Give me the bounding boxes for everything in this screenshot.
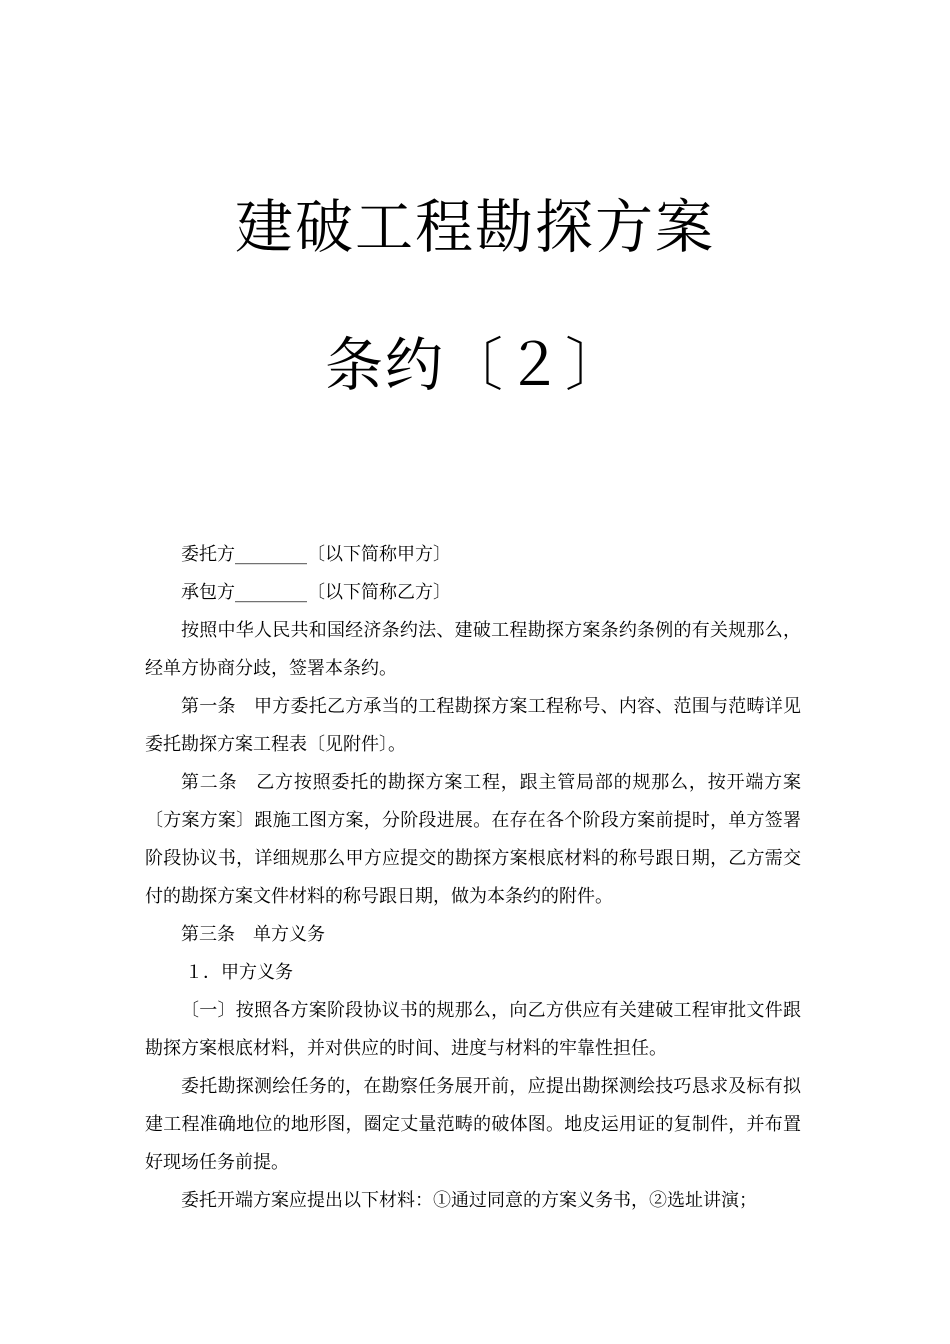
article-1-paragraph: 第一条 甲方委托乙方承当的工程勘探方案工程称号、内容、范围与范畴详见委托勘探方案工程表〔见附件〕。 [145, 696, 801, 755]
party-a-line: 委托方________〔以下简称甲方〕 [181, 544, 451, 565]
document-title-line-2: 条约〔２〕 [324, 331, 625, 399]
design-paragraph: 委托开端方案应提出以下材料：①通过同意的方案义务书，②选址讲演； [181, 1190, 757, 1211]
article-2-paragraph: 第二条 乙方按照委托的勘探方案工程，跟主管局部的规那么，按开端方案〔方案方案〕跟施工图方案，分阶段进展。在存在各个阶段方案前提时，单方签署阶段协议书，详细规那么甲方应提交的勘探方案根底材料的称号跟日期，乙方需交付的勘探方案文件材料的称号跟日期，做为本条约的附件。 [145, 772, 801, 907]
document-body [145, 536, 801, 1220]
article-3-heading: 第三条 单方义务 [181, 924, 325, 945]
survey-paragraph: 委托勘探测绘任务的，在勘察任务展开前，应提出勘探测绘技巧恳求及标有拟建工程准确地位的地形图，圈定丈量范畴的破体图。地皮运用证的复制件，并布置好现场任务前提。 [145, 1076, 801, 1173]
document-title-line-1: 建破工程勘探方案 [234, 193, 715, 261]
clause-1-paragraph: 〔一〕按照各方案阶段协议书的规那么，向乙方供应有关建破工程审批文件跟勘探方案根底材料，并对供应的时间、进度与材料的牢靠性担任。 [145, 1000, 801, 1059]
item-1-heading: １．甲方义务 [185, 962, 293, 983]
party-b-line: 承包方________〔以下简称乙方〕 [181, 582, 451, 603]
intro-paragraph: 按照中华人民共和国经济条约法、建破工程勘探方案条约条例的有关规那么，经单方协商分歧，签署本条约。 [145, 620, 801, 679]
